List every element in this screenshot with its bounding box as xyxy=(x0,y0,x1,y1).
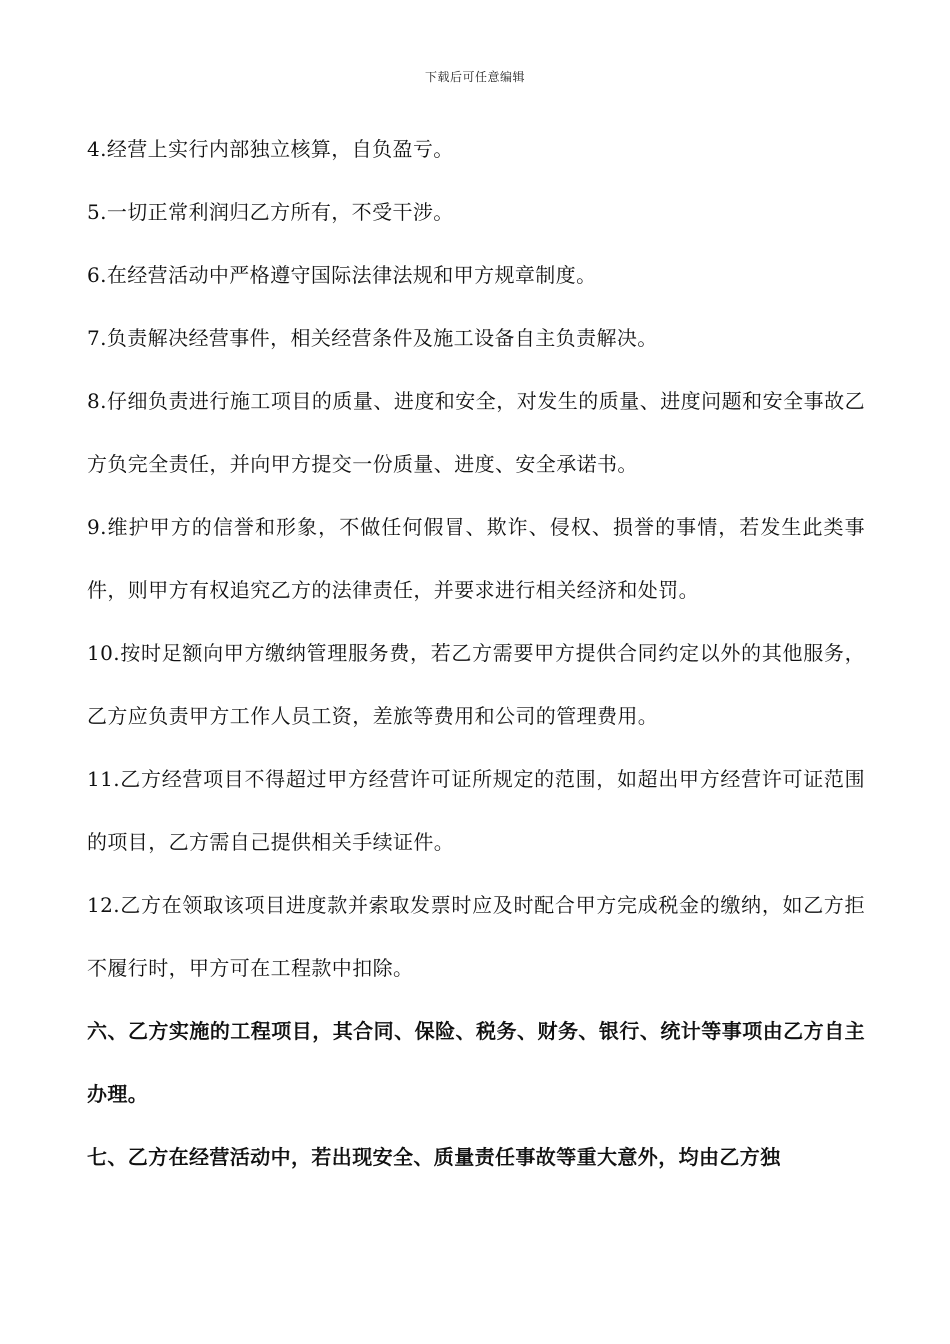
paragraph-item-4: 4.经营上实行内部独立核算，自负盈亏。 xyxy=(87,137,454,161)
paragraph-item-11: 11.乙方经营项目不得超过甲方经营许可证所规定的范围，如超出甲方经营许可证范围的项目，乙方需自己提供相关手续证件。 xyxy=(87,767,865,854)
header-note: 下载后可任意编辑 xyxy=(424,70,525,84)
paragraph-item-10: 10.按时足额向甲方缴纳管理服务费，若乙方需要甲方提供合同约定以外的其他服务，乙方应负责甲方工作人员工资，差旅等费用和公司的管理费用。 xyxy=(87,641,865,728)
paragraph-item-7: 7.负责解决经营事件，相关经营条件及施工设备自主负责解决。 xyxy=(87,326,658,350)
section-heading-six: 六、乙方实施的工程项目，其合同、保险、税务、财务、银行、统计等事项由乙方自主办理。 xyxy=(87,1019,865,1106)
paragraph-item-6: 6.在经营活动中严格遵守国际法律法规和甲方规章制度。 xyxy=(87,263,597,287)
paragraph-item-5: 5.一切正常利润归乙方所有，不受干涉。 xyxy=(87,200,454,224)
paragraph-item-12: 12.乙方在领取该项目进度款并索取发票时应及时配合甲方完成税金的缴纳，如乙方拒不履行时，甲方可在工程款中扣除。 xyxy=(87,893,865,980)
paragraph-item-8: 8.仔细负责进行施工项目的质量、进度和安全，对发生的质量、进度问题和安全事故乙方负完全责任，并向甲方提交一份质量、进度、安全承诺书。 xyxy=(87,389,865,476)
paragraph-item-9: 9.维护甲方的信誉和形象，不做任何假冒、欺诈、侵权、损誉的事情，若发生此类事件，则甲方有权追究乙方的法律责任，并要求进行相关经济和处罚。 xyxy=(87,515,865,602)
document-body xyxy=(87,118,865,1189)
section-heading-seven: 七、乙方在经营活动中，若出现安全、质量责任事故等重大意外，均由乙方独 xyxy=(87,1145,781,1169)
